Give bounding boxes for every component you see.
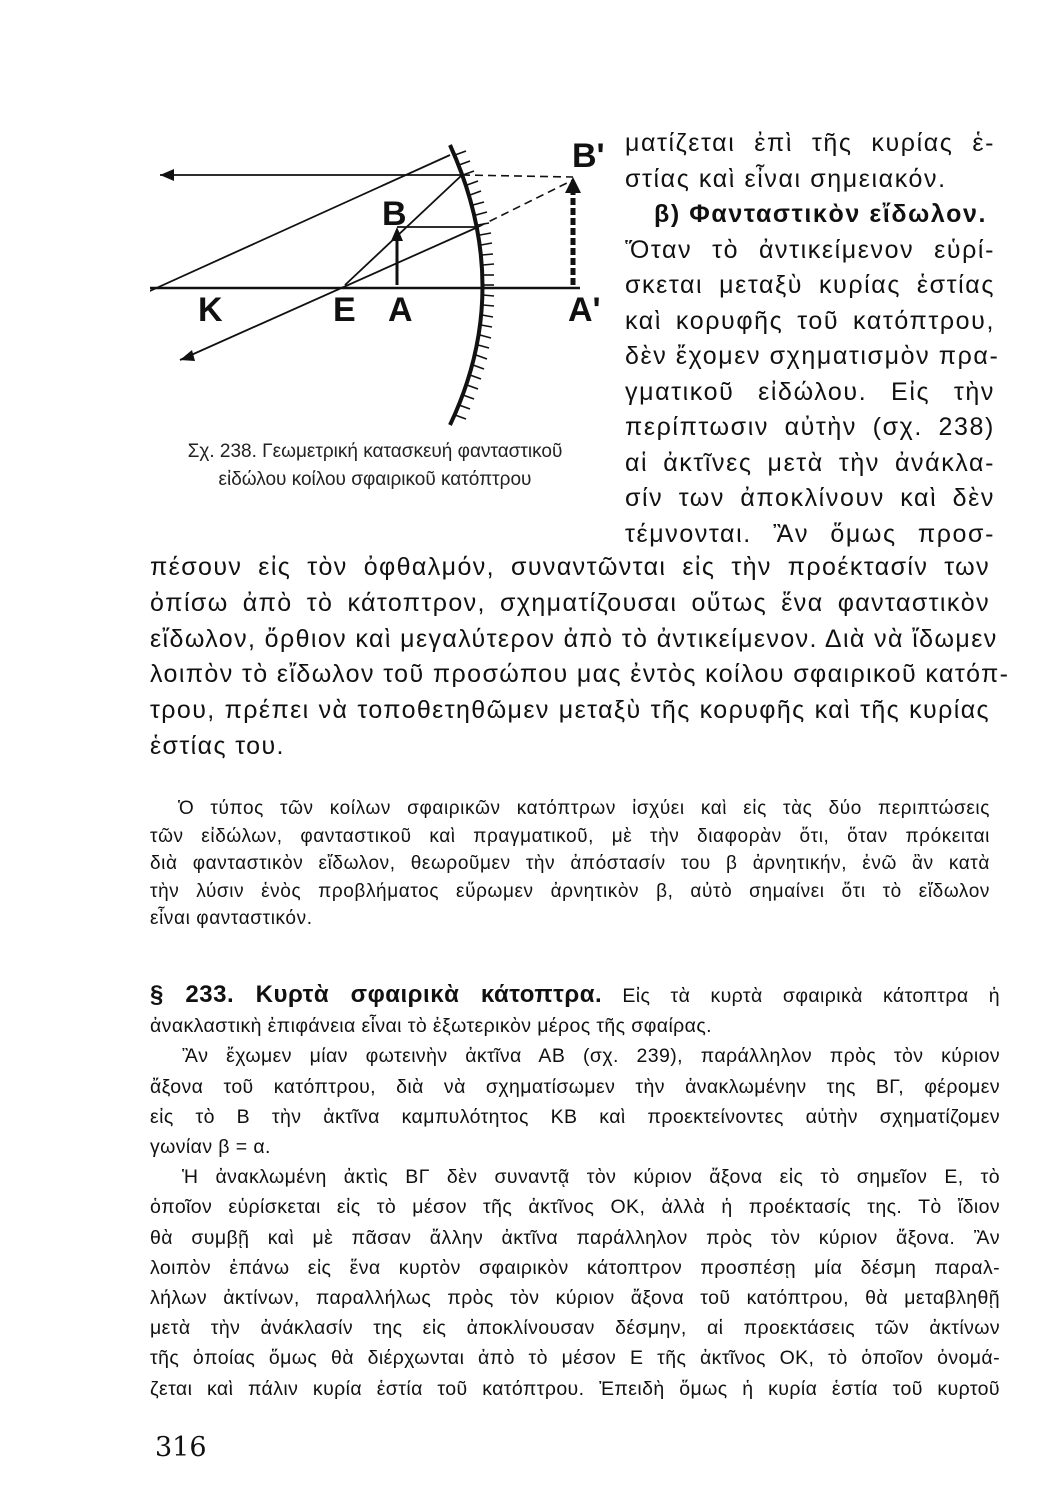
text-line: λοιπὸν τὸ εἴδωλον τοῦ προσώπου μας ἐντὸς κοίλου σφαιρικοῦ κατόπ- <box>150 660 1010 689</box>
caption-line: εἰδώλου κοίλου σφαιρικοῦ κατόπτρου <box>218 469 532 490</box>
text-line: εἰς τὸ Β τὴν ἀκτῖνα καμπυλότητος ΚΒ καὶ προεκτείνοντες αὐτὴν σχηματίζομεν <box>150 1105 1000 1128</box>
text-line: καὶ κορυφῆς τοῦ κατόπτρου, <box>625 306 995 335</box>
text-line: τῆς ὁποίας ὅμως θὰ διέρχωνται ἀπὸ τὸ μέσον Ε τῆς ἀκτῖνος ΟΚ, τὸ ὁποῖον ὀνομά- <box>150 1347 1000 1370</box>
text-line: Ἡ ἀνακλωμένη ἀκτὶς ΒΓ δὲν συναντᾷ τὸν κύριον ἄξονα εἰς τὸ σημεῖον Ε, τὸ <box>182 1166 1000 1189</box>
text-line: μετὰ τὴν ἀνάκλασίν της εἰς ἀποκλίνουσαν δέσμην, αἱ προεκτάσεις τῶν ἀκτίνων <box>150 1317 1000 1340</box>
text-line: ζεται καὶ πάλιν κυρία ἑστία τοῦ κατόπτρου. Ἐπειδὴ ὅμως ἡ κυρία ἑστία τοῦ κυρτοῦ <box>150 1377 1000 1400</box>
text-line: Εἰς τὰ κυρτὰ σφαιρικὰ κάτοπτρα ἡ <box>622 985 1000 1007</box>
text-line: Ἂν ἔχωμεν μίαν φωτεινὴν ἀκτῖνα ΑΒ (σχ. 239), παράλληλον πρὸς τὸν κύριον <box>182 1045 1000 1068</box>
page-number: 316 <box>155 1432 207 1463</box>
text-line: στίας καὶ εἶναι σημειακόν. <box>625 164 947 193</box>
text-line: δὲν ἔχομεν σχηματισμὸν πρα- <box>625 342 1000 370</box>
text-line: γωνίαν β = α. <box>150 1136 271 1159</box>
text-line: τὴν λύσιν ἑνὸς προβλήματος εὕρωμεν ἀρνητικὸν β, αὐτὸ σημαίνει ὅτι τὸ εἴδωλον <box>150 880 990 902</box>
text-line: περίπτωσιν αὐτὴν (σχ. 238) <box>625 413 995 441</box>
text-line: θὰ συμβῇ καὶ μὲ πᾶσαν ἄλλην ἀκτῖνα παράλληλον πρὸς τὸν κύριον ἄξονα. Ἂν <box>150 1226 1000 1249</box>
text-line: ὀπίσω ἀπὸ τὸ κάτοπτρον, σχηματίζουσαι οὕτως ἕνα φανταστικὸν <box>150 588 990 617</box>
text-line: ἄξονα τοῦ κατόπτρου, διὰ νὰ σχηματίσωμεν τὴν ἀνακλωμένην της ΒΓ, φέρομεν <box>150 1075 1000 1098</box>
text-line: εἴδωλον, ὄρθιον καὶ μεγαλύτερον ἀπὸ τὸ ἀντικείμενον. Διὰ νὰ ἴδωμεν <box>150 624 998 653</box>
text-line: λήλων ἀκτίνων, παραλλήλως πρὸς τὸν κύριον ἄξονα τοῦ κατόπτρου, θὰ μεταβληθῇ <box>150 1287 1000 1310</box>
text-line: διὰ φανταστικὸν εἴδωλον, θεωροῦμεν τὴν ἀπόστασίν του β ἀρνητικήν, ἐνῶ ἂν κατὰ <box>150 853 990 874</box>
label-e: E <box>333 291 356 329</box>
full-width-paragraph <box>150 550 1010 765</box>
text-line: Ὅταν τὸ ἀντικείμενον εὑρί- <box>625 235 995 264</box>
text-line: πέσουν εἰς τὸν ὀφθαλμόν, συναντῶνται εἰς τὴν προέκτασίν των <box>150 553 990 581</box>
figure-238-diagram <box>150 125 620 455</box>
label-b-prime: B' <box>572 137 605 175</box>
text-line: τρου, πρέπει νὰ τοποθετηθῶμεν μεταξὺ τῆς κορυφῆς καὶ τῆς κυρίας <box>150 696 990 725</box>
label-b: B <box>382 195 407 233</box>
label-k: K <box>198 291 223 329</box>
text-line: σίν των ἀποκλίνουν καὶ δὲν <box>625 484 995 512</box>
text-line: ὁποῖον εὑρίσκεται εἰς τὸ μέσον τῆς ἀκτῖνος ΟΚ, ἀλλὰ ἡ προέκτασίς της. Τὸ ἴδιον <box>150 1196 1000 1219</box>
figure-caption <box>130 438 620 494</box>
subheading: β) Φανταστικὸν εἴδωλον. <box>653 200 987 228</box>
section-heading-line <box>150 980 1000 1011</box>
text-line: γματικοῦ εἰδώλου. Εἰς τὴν <box>625 377 995 406</box>
text-line: τῶν εἰδώλων, φανταστικοῦ καὶ πραγματικοῦ, μὲ τὴν διαφορὰν ὅτι, ὅταν πρόκειται <box>150 825 990 847</box>
caption-line: Σχ. 238. Γεωμετρική κατασκευή φανταστικοῦ <box>187 441 563 462</box>
text-line: ἑστίας του. <box>150 731 285 760</box>
reflected-ray-1 <box>180 227 478 360</box>
text-line: ἀνακλαστικὴ ἐπιφάνεια εἶναι τὸ ἐξωτερικὸν μέρος τῆς σφαίρας. <box>150 1015 712 1038</box>
text-line: τέμνονται. Ἂν ὅμως προσ- <box>625 519 995 548</box>
text-line: ματίζεται ἐπὶ τῆς κυρίας ἑ- <box>625 129 995 157</box>
right-column-text <box>625 126 1000 552</box>
small-print-note <box>150 795 990 933</box>
section-heading: § 233. Κυρτὰ σφαιρικὰ κάτοπτρα. <box>150 981 603 1008</box>
label-a: A <box>388 291 413 329</box>
section-233 <box>150 980 1000 1404</box>
label-a-prime: A' <box>568 291 601 329</box>
text-line: Ὁ τύπος τῶν κοίλων σφαιρικῶν κατόπτρων ἰσχύει καὶ εἰς τὰς δύο περιπτώσεις <box>178 798 990 819</box>
text-line: αἱ ἀκτῖνες μετὰ τὴν ἀνάκλα- <box>625 448 995 477</box>
mirror-hatching <box>455 151 494 419</box>
concave-mirror <box>450 145 483 425</box>
text-line: σκεται μεταξὺ κυρίας ἑστίας <box>625 271 995 299</box>
text-line: εἶναι φανταστικόν. <box>150 908 313 929</box>
text-line: λοιπὸν ἐπάνω εἰς ἕνα κυρτὸν σφαιρικὸν κάτοπτρον προσπέσῃ μία δέσμη παραλ- <box>150 1256 1000 1279</box>
